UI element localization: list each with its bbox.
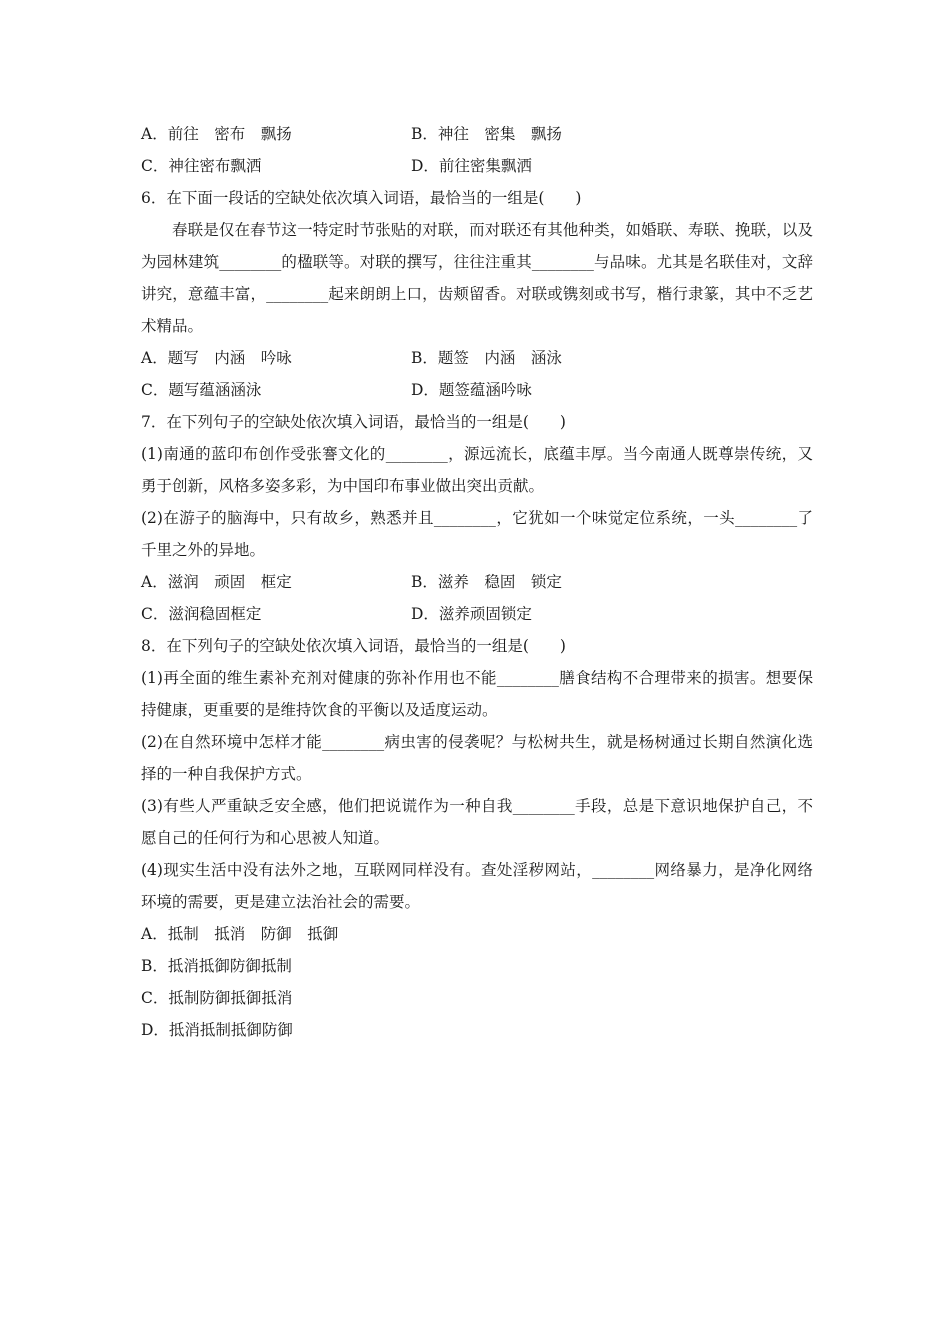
q8-option-c: C．抵制防御抵御抵消 (141, 989, 293, 1007)
q6-passage: 春联是仅在春节这一特定时节张贴的对联，而对联还有其他种类，如婚联、寿联、挽联，以及为园林建筑________的楹联等。对联的撰写，往往注重其________与品味。尤其是名联佳对，文辞讲究，意蕴丰富，________起来朗朗上口，齿颊留香。对联或镌刻或书写，楷行隶篆，其中不乏艺术精品。 (141, 221, 813, 335)
q5-option-a: A．前往 密布 飘扬 (141, 125, 292, 143)
q5-option-d: D．前往密集飘洒 (411, 157, 532, 175)
q5-option-b: B．神往 密集 飘扬 (411, 125, 562, 143)
q6-option-a: A．题写 内涵 吟咏 (141, 349, 292, 367)
q6-option-b: B．题签 内涵 涵泳 (411, 349, 562, 367)
q7-option-a: A．滋润 顽固 框定 (141, 573, 292, 591)
q6-options-row-2 (141, 374, 813, 406)
q8-stem: 8．在下列句子的空缺处依次填入词语，最恰当的一组是( ) (141, 637, 566, 655)
q7-stem: 7．在下列句子的空缺处依次填入词语，最恰当的一组是( ) (141, 413, 566, 431)
q6-stem: 6．在下面一段话的空缺处依次填入词语，最恰当的一组是( ) (141, 189, 582, 207)
q7-sentence-1: (1)南通的蓝印布创作受张謇文化的________，源远流长，底蕴丰厚。当今南通人既尊崇传统，又勇于创新，风格多姿多彩，为中国印布事业做出突出贡献。 (141, 445, 813, 495)
q7-options-row-1 (141, 566, 813, 598)
q5-options-row-1 (141, 118, 813, 150)
q8-sentence-1: (1)再全面的维生素补充剂对健康的弥补作用也不能________膳食结构不合理带来的损害。想要保持健康，更重要的是维持饮食的平衡以及适度运动。 (141, 669, 813, 719)
document-page (141, 118, 813, 1046)
q8-sentence-3: (3)有些人严重缺乏安全感，他们把说谎作为一种自我________手段，总是下意识地保护自己，不愿自己的任何行为和心思被人知道。 (141, 797, 813, 847)
q6-option-d: D．题签蕴涵吟咏 (411, 381, 532, 399)
q7-option-c: C．滋润稳固框定 (141, 605, 262, 623)
q6-option-c: C．题写蕴涵涵泳 (141, 381, 262, 399)
q7-options-row-2 (141, 598, 813, 630)
q8-sentence-2: (2)在自然环境中怎样才能________病虫害的侵袭呢？与松树共生，就是杨树通过长期自然演化选择的一种自我保护方式。 (141, 733, 813, 783)
q7-sentence-2: (2)在游子的脑海中，只有故乡，熟悉并且________，它犹如一个味觉定位系统，一头________了千里之外的异地。 (141, 509, 813, 559)
q5-option-c: C．神往密布飘洒 (141, 157, 262, 175)
q8-option-a: A．抵制 抵消 防御 抵御 (141, 925, 339, 943)
q7-option-b: B．滋养 稳固 锁定 (411, 573, 562, 591)
q7-option-d: D．滋养顽固锁定 (411, 605, 532, 623)
q8-option-d: D．抵消抵制抵御防御 (141, 1021, 293, 1039)
q5-options-row-2 (141, 150, 813, 182)
q6-options-row-1 (141, 342, 813, 374)
q8-option-b: B．抵消抵御防御抵制 (141, 957, 292, 975)
q8-sentence-4: (4)现实生活中没有法外之地，互联网同样没有。查处淫秽网站，________网络暴力，是净化网络环境的需要，更是建立法治社会的需要。 (141, 861, 813, 911)
